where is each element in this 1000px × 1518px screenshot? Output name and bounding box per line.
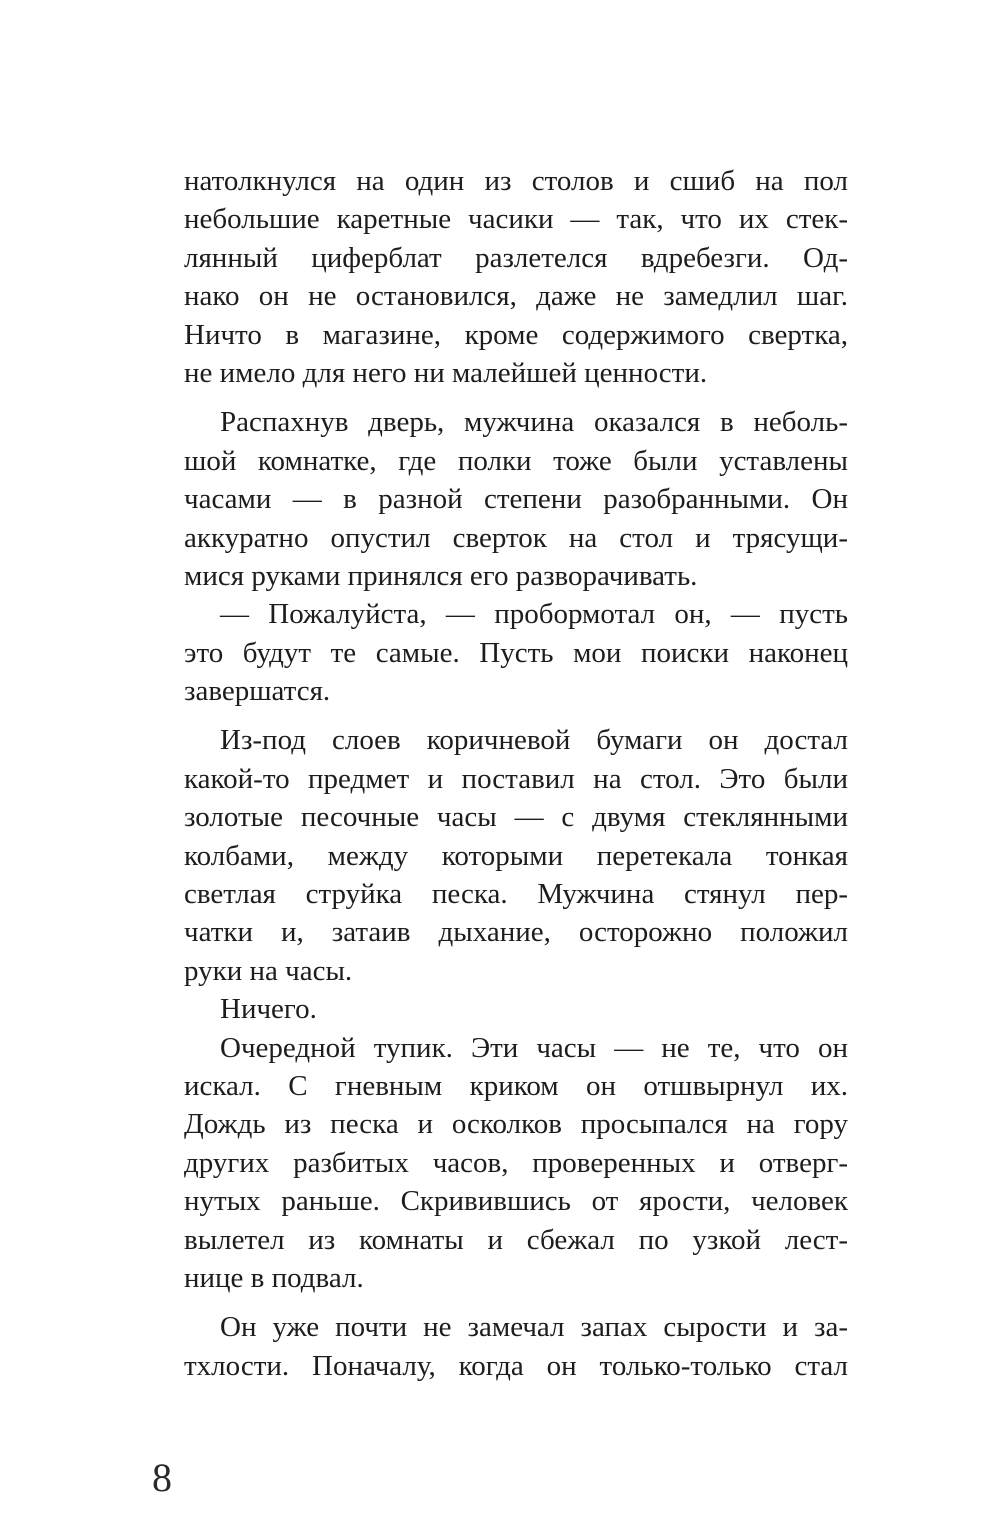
- text-line: нако он не остановился, даже не замедлил шаг.: [184, 280, 848, 313]
- text-line: чатки и, затаив дыхание, осторожно положил: [184, 916, 848, 949]
- paragraph: [184, 1029, 848, 1298]
- text-line: золотые песочные часы — с двумя стеклянными: [184, 801, 848, 834]
- text-line: не имело для него ни малейшей ценности.: [184, 356, 708, 389]
- paragraph: [184, 595, 848, 710]
- text-line: часами — в разной степени разобранными. Он: [184, 483, 848, 516]
- text-line: нице в подвал.: [184, 1261, 364, 1294]
- paragraph: [184, 721, 848, 990]
- body-text: [184, 162, 848, 1385]
- text-line: это будут те самые. Пусть мои поиски наконец: [184, 636, 848, 669]
- text-line: вылетел из комнаты и сбежал по узкой лест-: [184, 1223, 848, 1256]
- text-line: — Пожалуйста, — пробормотал он, — пусть: [220, 598, 848, 631]
- paragraph: [184, 162, 848, 392]
- text-line: Ничего.: [220, 993, 317, 1026]
- text-line: Распахнув дверь, мужчина оказался в неболь-: [220, 406, 848, 439]
- text-line: лянный циферблат разлетелся вдребезги. Од-: [184, 241, 848, 274]
- text-line: какой-то предмет и поставил на стол. Это были: [184, 762, 848, 795]
- text-line: колбами, между которыми перетекала тонкая: [184, 839, 848, 872]
- paragraph: [184, 990, 848, 1028]
- text-line: искал. С гневным криком он отшвырнул их.: [184, 1069, 848, 1102]
- text-line: шой комнатке, где полки тоже были уставлены: [184, 444, 848, 477]
- text-line: Из-под слоев коричневой бумаги он достал: [220, 724, 848, 757]
- text-line: Он уже почти не замечал запах сырости и за-: [220, 1311, 848, 1344]
- text-line: руки на часы.: [184, 954, 353, 987]
- text-line: светлая струйка песка. Мужчина стянул пер-: [184, 878, 848, 911]
- text-line: нутых раньше. Скривившись от ярости, человек: [184, 1185, 848, 1218]
- text-line: аккуратно опустил сверток на стол и трясущи-: [184, 521, 848, 554]
- text-line: Дождь из песка и осколков просыпался на гору: [184, 1108, 848, 1141]
- paragraph: [184, 1308, 848, 1385]
- text-line: тхлости. Поначалу, когда он только-только стал: [184, 1349, 848, 1382]
- text-line: Очередной тупик. Эти часы — не те, что он: [220, 1031, 848, 1064]
- page-number: 8: [152, 1455, 172, 1500]
- text-line: других разбитых часов, проверенных и отверг-: [184, 1146, 848, 1179]
- text-line: небольшие каретные часики — так, что их стек-: [184, 203, 848, 236]
- paragraph: [184, 403, 848, 595]
- text-line: натолкнулся на один из столов и сшиб на пол: [184, 165, 848, 197]
- text-line: Ничто в магазине, кроме содержимого свертка,: [184, 318, 848, 351]
- text-line: мися руками принялся его разворачивать.: [184, 559, 698, 592]
- text-line: завершатся.: [184, 675, 331, 708]
